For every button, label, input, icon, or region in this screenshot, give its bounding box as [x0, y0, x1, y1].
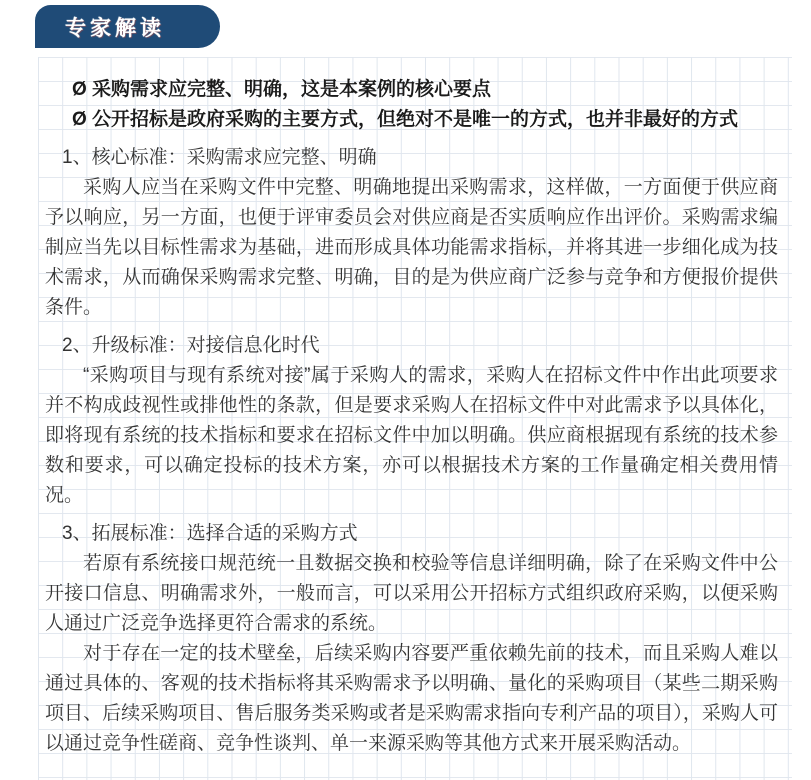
section-3-paragraph-2: 对于存在一定的技术壁垒，后续采购内容要严重依赖先前的技术，而且采购人难以通过具体的、客观的技术指标将其采购需求予以明确、量化的采购项目（某些二期采购项目、后续采购项目、售后服务类采购或者是采购需求指向专利产品的项目），采购人可以通过竞争性磋商、竞争性谈判、单一来源采购等其他方式来开展采购活动。 — [45, 643, 778, 754]
section-2-heading: 2、升级标准：对接信息化时代 — [62, 335, 320, 356]
key-point-1: Ø 采购需求应完整、明确，这是本案例的核心要点 — [72, 79, 492, 100]
section-1-heading: 1、核心标准：采购需求应完整、明确 — [62, 147, 377, 168]
key-points-block — [45, 75, 778, 135]
section-2-paragraph-1: “采购项目与现有系统对接”属于采购人的需求，采购人在招标文件中作出此项要求并不构成歧视性或排他性的条款，但是要求采购人在招标文件中对此需求予以具体化，即将现有系统的技术指标和要求在招标文件中加以明确。供应商根据现有系统的技术参数和要求，可以确定投标的技术方案，亦可以根据技术方案的工作量确定相关费用情况。 — [45, 365, 778, 506]
expert-interpretation-tab — [35, 5, 220, 48]
section-3-paragraph-1: 若原有系统接口规范统一且数据交换和校验等信息详细明确，除了在采购文件中公开接口信息、明确需求外，一般而言，可以采用公开招标方式组织政府采购，以便采购人通过广泛竞争选择更符合需求的系统。 — [45, 553, 778, 634]
key-point-2: Ø 公开招标是政府采购的主要方式，但绝对不是唯一的方式，也并非最好的方式 — [72, 109, 739, 130]
section-1-paragraph-1: 采购人应当在采购文件中完整、明确地提出采购需求，这样做，一方面便于供应商予以响应，另一方面，也便于评审委员会对供应商是否实质响应作出评价。采购需求编制应当先以目标性需求为基础，进而形成具体功能需求指标，并将其进一步细化成为技术需求，从而确保采购需求完整、明确，目的是为供应商广泛参与竞争和方便报价提供条件。 — [45, 177, 778, 318]
section-3-heading: 3、拓展标准：选择合适的采购方式 — [62, 523, 358, 544]
content-area — [38, 57, 792, 780]
expert-interpretation-label: 专家解读 — [65, 16, 165, 40]
